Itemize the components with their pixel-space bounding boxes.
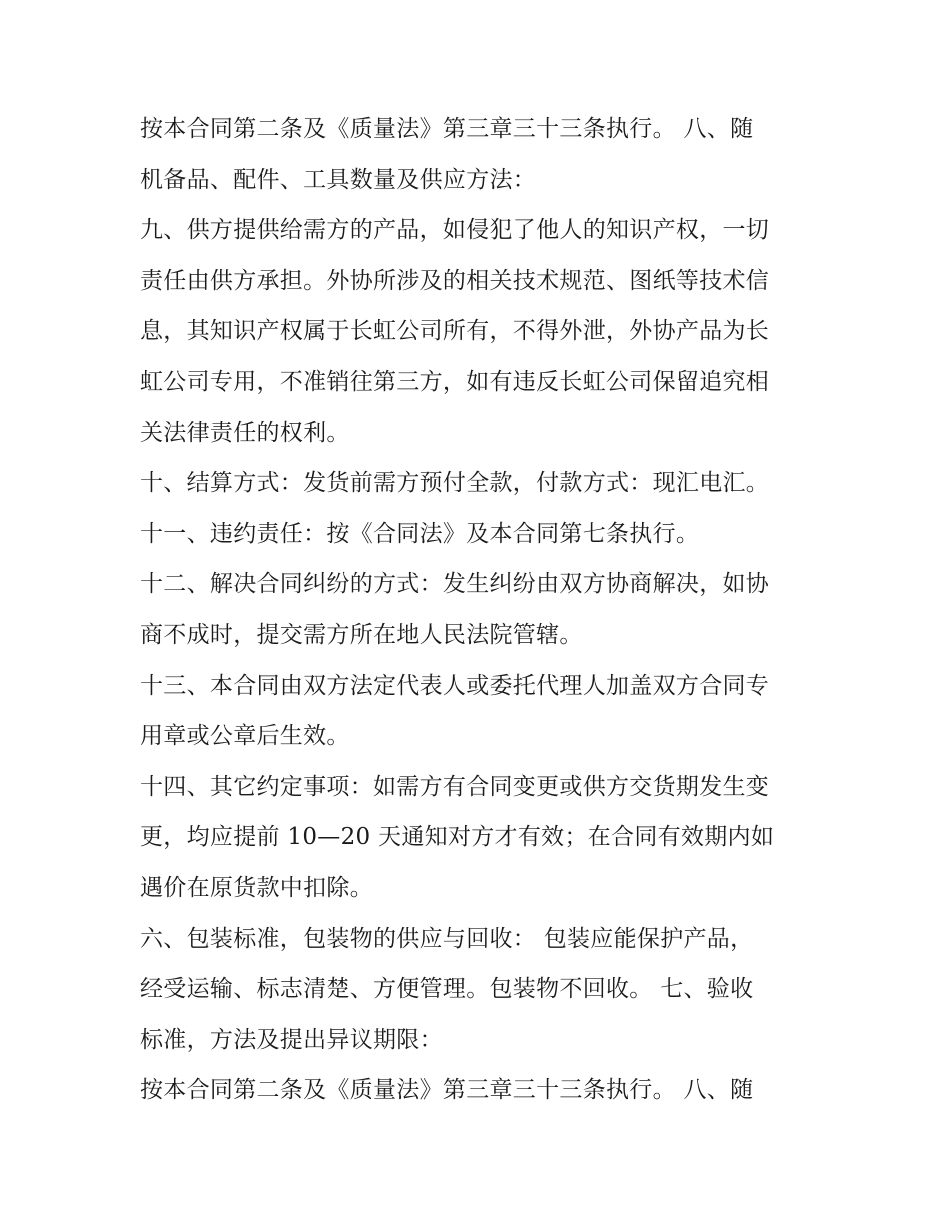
text-line-18: 经受运输、标志清楚、方便管理。包装物不回收。 七、验收 bbox=[140, 976, 754, 1003]
text-line-17: 六、包装标准，包装物的供应与回收： 包装应能保护产品， bbox=[140, 925, 754, 952]
text-line-5: 息，其知识产权属于长虹公司所有，不得外泄，外协产品为长 bbox=[140, 318, 770, 345]
text-line-9: 十一、违约责任：按《合同法》及本合同第七条执行。 bbox=[140, 520, 700, 547]
text-line-6: 虹公司专用，不准销往第三方，如有违反长虹公司保留追究相 bbox=[140, 368, 770, 395]
text-line-15: 更，均应提前 10—20 天通知对方才有效；在合同有效期内如 bbox=[140, 824, 775, 851]
text-line-7: 关法律责任的权利。 bbox=[140, 419, 350, 446]
text-line-2: 机备品、配件、工具数量及供应方法： bbox=[140, 166, 537, 193]
text-line-14: 十四、其它约定事项：如需方有合同变更或供方交货期发生变 bbox=[140, 773, 770, 800]
contract-text-body bbox=[140, 104, 816, 1116]
text-line-12: 十三、本合同由双方法定代表人或委托代理人加盖双方合同专 bbox=[140, 672, 770, 699]
text-line-20: 按本合同第二条及《质量法》第三章三十三条执行。 八、随 bbox=[140, 1077, 754, 1104]
text-line-16: 遇价在原货款中扣除。 bbox=[140, 874, 373, 901]
text-line-13: 用章或公章后生效。 bbox=[140, 723, 350, 750]
text-line-19: 标准，方法及提出异议期限： bbox=[140, 1026, 443, 1053]
text-line-11: 商不成时，提交需方所在地人民法院管辖。 bbox=[140, 621, 583, 648]
text-line-3: 九、供方提供给需方的产品，如侵犯了他人的知识产权，一切 bbox=[140, 217, 770, 244]
text-line-1: 按本合同第二条及《质量法》第三章三十三条执行。 八、随 bbox=[140, 116, 754, 142]
text-line-4: 责任由供方承担。外协所涉及的相关技术规范、图纸等技术信 bbox=[140, 267, 770, 294]
text-line-8: 十、结算方式：发货前需方预付全款，付款方式：现汇电汇。 bbox=[140, 470, 770, 497]
text-line-10: 十二、解决合同纠纷的方式：发生纠纷由双方协商解决，如协 bbox=[140, 571, 770, 598]
